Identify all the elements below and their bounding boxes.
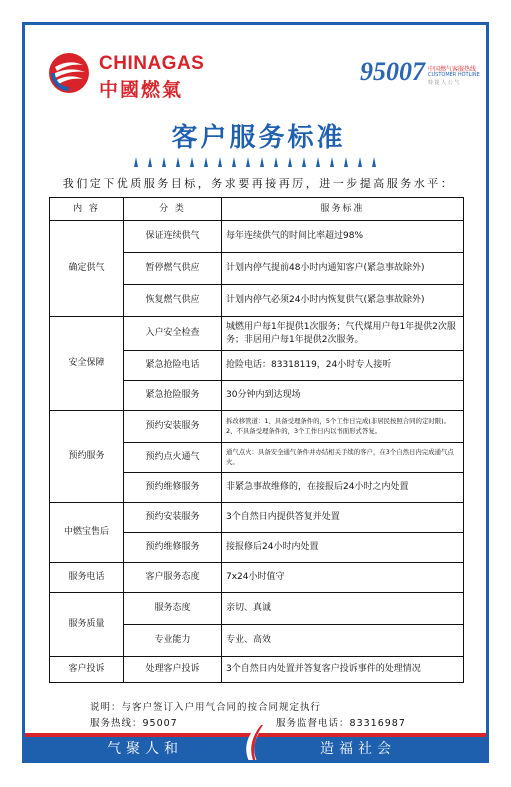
row-standard: 抢险电话：83318119，24小时专人接听 <box>222 351 464 381</box>
notes-line: 说明：与客户签订入户用气合同的按合同规定执行 <box>90 702 322 713</box>
row-standard: 3个自然日内处置并答复客户投诉事件的处理情况 <box>222 657 464 683</box>
table-row <box>50 411 464 443</box>
row-standard: 专业、高效 <box>222 625 464 657</box>
row-standard: 7x24小时值守 <box>222 563 464 593</box>
header-content: 内 容 <box>50 198 124 221</box>
group-appointment: 预约服务 <box>50 411 124 503</box>
group-complaint: 客户投诉 <box>50 657 124 683</box>
table-row <box>50 503 464 533</box>
row-standard: 计划内停气必须24小时内恢复供气(紧急事故除外) <box>222 285 464 317</box>
row-standard: 每年连续供气的时间比率超过98% <box>222 221 464 253</box>
row-type: 暂停燃气供应 <box>124 253 222 285</box>
row-type: 恢复燃气供应 <box>124 285 222 317</box>
slogan-left: 气聚人和 <box>107 741 183 757</box>
group-phone: 服务电话 <box>50 563 124 593</box>
brand-name-cn: 中國燃氣 <box>99 79 184 101</box>
row-standard: 3个自然日内提供答复并处置 <box>222 503 464 533</box>
supervision-phone: 服务监督电话：83316987 <box>276 718 406 729</box>
header-category: 分 类 <box>124 198 222 221</box>
service-standards-table <box>49 197 464 683</box>
hotline-logo-en: CUSTOMER HOTLINE <box>428 72 480 78</box>
group-supply: 确定供气 <box>50 221 124 317</box>
service-hotline: 服务热线：95007 <box>90 718 178 729</box>
row-type: 紧急抢险服务 <box>124 381 222 411</box>
row-type: 预约点火通气 <box>124 443 222 473</box>
row-standard: 城燃用户每1年提供1次服务；气代煤用户每1年提供2次服务；非居用户每1年提供2次服务。 <box>222 317 464 351</box>
row-type: 入户安全检查 <box>124 317 222 351</box>
row-type: 服务态度 <box>124 593 222 625</box>
row-type: 预约安装服务 <box>124 411 222 443</box>
hotline-logo-sub: 特 提 人 公 气 <box>428 80 460 86</box>
row-type: 预约安装服务 <box>124 503 222 533</box>
table-row <box>50 563 464 593</box>
row-type: 紧急抢险电话 <box>124 351 222 381</box>
page-title: 客户服务标准 <box>171 123 346 153</box>
row-type: 专业能力 <box>124 625 222 657</box>
row-type: 保证连续供气 <box>124 221 222 253</box>
chinagas-logo <box>47 49 227 99</box>
row-standard: 非紧急事故维修的，在接报后24小时之内处置 <box>222 473 464 503</box>
hotline-logo <box>360 55 480 100</box>
row-type: 客户服务态度 <box>124 563 222 593</box>
group-quality: 服务质量 <box>50 593 124 657</box>
footer-curve-decoration-icon <box>235 725 265 763</box>
row-standard: 30分钟内到达现场 <box>222 381 464 411</box>
row-type: 处理客户投诉 <box>124 657 222 683</box>
water-drops-decoration-icon <box>133 157 383 167</box>
row-type: 预约维修服务 <box>124 473 222 503</box>
chinagas-emblem-icon <box>47 51 91 95</box>
row-standard: 亲切、真诚 <box>222 593 464 625</box>
row-type: 预约维修服务 <box>124 533 222 563</box>
header-standard: 服务标准 <box>222 198 464 221</box>
row-standard: 计划内停气提前48小时内通知客户(紧急事故除外) <box>222 253 464 285</box>
slogan-right: 造福社会 <box>320 741 396 757</box>
table-row <box>50 657 464 683</box>
table-header-row <box>50 198 464 221</box>
row-standard: 通气点火：具备安全通气条件并办结相关手续的客户，在3个自然日内完成通气点火。 <box>222 443 464 473</box>
hotline-logo-cn: 中国燃气客服热线 <box>428 66 477 73</box>
group-after-sales: 中燃宝售后 <box>50 503 124 563</box>
poster-frame <box>22 22 489 763</box>
group-safety: 安全保障 <box>50 317 124 411</box>
table-row <box>50 317 464 351</box>
intro-statement: 我们定下优质服务目标，务求要再接再厉，进一步提高服务水平： <box>62 177 455 190</box>
row-standard: 拆改移管道：1、具备受理条件的，5个工作日完成(非居民按照合同的定时限)。2、不具备受理条件的，3个工作日内以书面形式答复。 <box>222 411 464 443</box>
table-row <box>50 221 464 253</box>
row-standard: 接报修后24小时内处置 <box>222 533 464 563</box>
brand-name-en: CHINAGAS <box>99 53 205 74</box>
hotline-logo-number: 95007 <box>360 57 425 86</box>
table-row <box>50 593 464 625</box>
